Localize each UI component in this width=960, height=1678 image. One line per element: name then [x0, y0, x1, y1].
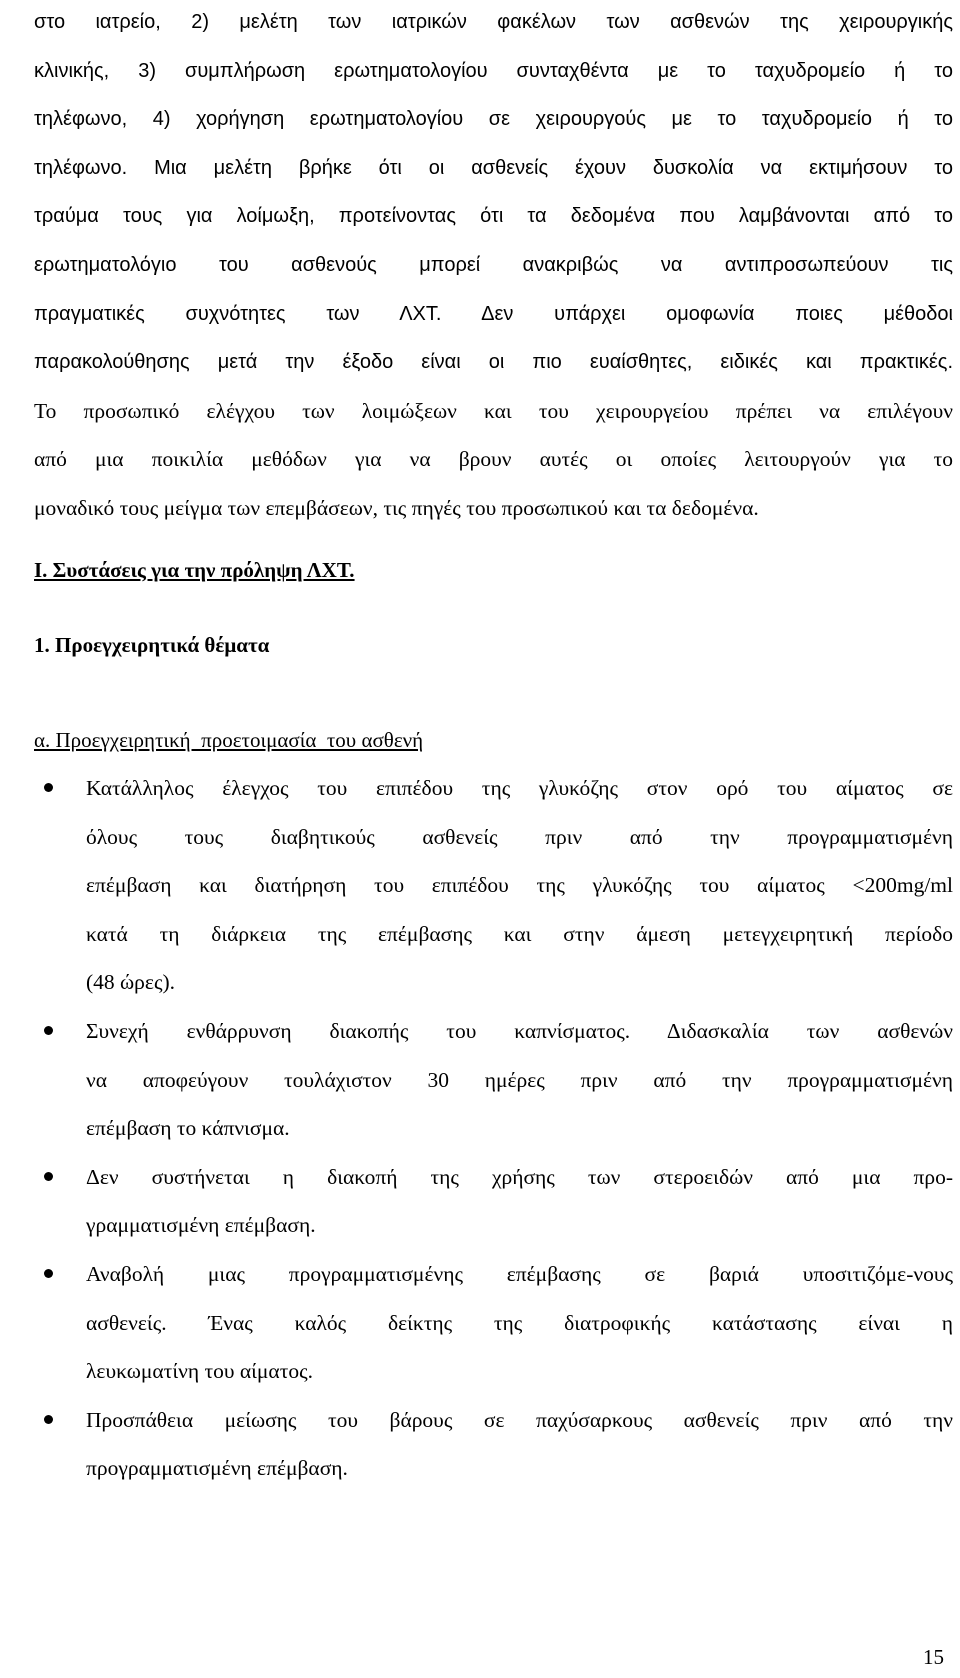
bullet-icon — [44, 1172, 53, 1181]
list-item — [34, 1250, 953, 1396]
list-item-line: κατά τη διάρκεια της επέμβασης και στην άμεση μετεγχειρητική περίοδο — [86, 921, 953, 946]
bullet-icon — [44, 783, 53, 792]
intro-paragraph — [34, 0, 953, 533]
list-item-line: προγραμματισμένη επέμβαση. — [86, 1456, 348, 1481]
list-item-line: Προσπάθεια μείωσης του βάρους σε παχύσαρκους ασθενείς πριν από την — [86, 1407, 953, 1432]
bullet-icon — [44, 1269, 53, 1278]
list-item-line: ασθενείς. Ένας καλός δείκτης της διατροφικής κατάστασης είναι η — [86, 1310, 953, 1335]
list-item — [34, 1007, 953, 1153]
list-item-line: να αποφεύγουν τουλάχιστον 30 ημέρες πριν από την προγραμματισμένη — [86, 1067, 953, 1092]
list-item-line: Συνεχή ενθάρρυνση διακοπής του καπνίσματος. Διδασκαλία των ασθενών — [86, 1018, 953, 1043]
list-item — [34, 1153, 953, 1250]
list-item-line: Δεν συστήνεται η διακοπή της χρήσης των στεροειδών από μια προ- — [86, 1164, 953, 1189]
paragraph-line: κλινικής, 3) συμπλήρωση ερωτηματολογίου συνταχθέντα με το ταχυδρομείο ή το — [34, 59, 953, 82]
paragraph-line: Το προσωπικό ελέγχου των λοιμώξεων και του χειρουργείου πρέπει να επιλέγουν — [34, 398, 953, 423]
patient-preparation-subheading: α. Προεγχειρητική προετοιμασία του ασθενή — [34, 728, 424, 752]
list-item-line: Κατάλληλος έλεγχος του επιπέδου της γλυκόζης στον ορό του αίματος σε — [86, 776, 953, 800]
list-item-line: επέμβαση και διατήρηση του επιπέδου της γλυκόζης του αίματος <200mg/ml — [86, 873, 953, 898]
list-item-line: γραμματισμένη επέμβαση. — [86, 1213, 316, 1238]
paragraph-line: από μια ποικιλία μεθόδων για να βρουν αυτές οι οποίες λειτουργούν για το — [34, 447, 953, 472]
body-text — [34, 0, 953, 533]
list-item-line: όλους τους διαβητικούς ασθενείς πριν από την προγραμματισμένη — [86, 824, 953, 849]
paragraph-line: μοναδικό τους μείγμα των επεμβάσεων, τις πηγές του προσωπικού και τα δεδομένα. — [34, 495, 759, 520]
paragraph-line: παρακολούθησης μετά την έξοδο είναι οι πιο ευαίσθητες, ειδικές και πρακτικές. — [34, 351, 953, 374]
paragraph-line: τηλέφωνο. Μια μελέτη βρήκε ότι οι ασθενείς έχουν δυσκολία να εκτιμήσουν το — [34, 156, 953, 179]
list-item — [34, 764, 953, 1007]
section-heading: I. Συστάσεις για την πρόληψη ΛΧΤ. — [34, 558, 355, 582]
paragraph-line: στο ιατρείο, 2) μελέτη των ιατρικών φακέλων των ασθενών της χειρουργικής — [34, 11, 953, 33]
list-item-line: λευκωματίνη του αίματος. — [86, 1359, 313, 1384]
list-item-line: επέμβαση το κάπνισμα. — [86, 1116, 290, 1141]
paragraph-line: πραγματικές συχνότητες των ΛΧΤ. Δεν υπάρχει ομοφωνία ποιες μέθοδοι — [34, 302, 953, 325]
bullet-icon — [44, 1026, 53, 1035]
paragraph-line: τραύμα τους για λοίμωξη, προτείνοντας ότι τα δεδομένα που λαμβάνονται από το — [34, 205, 953, 228]
recommendations-list — [34, 764, 953, 1493]
list-item — [34, 1396, 953, 1493]
page-number: 15 — [923, 1645, 944, 1669]
list-item-line: (48 ώρες). — [86, 970, 175, 995]
paragraph-line: τηλέφωνο, 4) χορήγηση ερωτηματολογίου σε χειρουργούς με το ταχυδρομείο ή το — [34, 108, 953, 131]
bullet-icon — [44, 1415, 53, 1424]
subsection-heading: 1. Προεγχειρητικά θέματα — [34, 633, 270, 657]
list-item-line: Αναβολή μιας προγραμματισμένης επέμβασης σε βαριά υποσιτιζόμε-νους — [86, 1261, 953, 1286]
paragraph-line: ερωτηματολόγιο του ασθενούς μπορεί ανακριβώς να αντιπροσωπεύουν τις — [34, 253, 953, 276]
